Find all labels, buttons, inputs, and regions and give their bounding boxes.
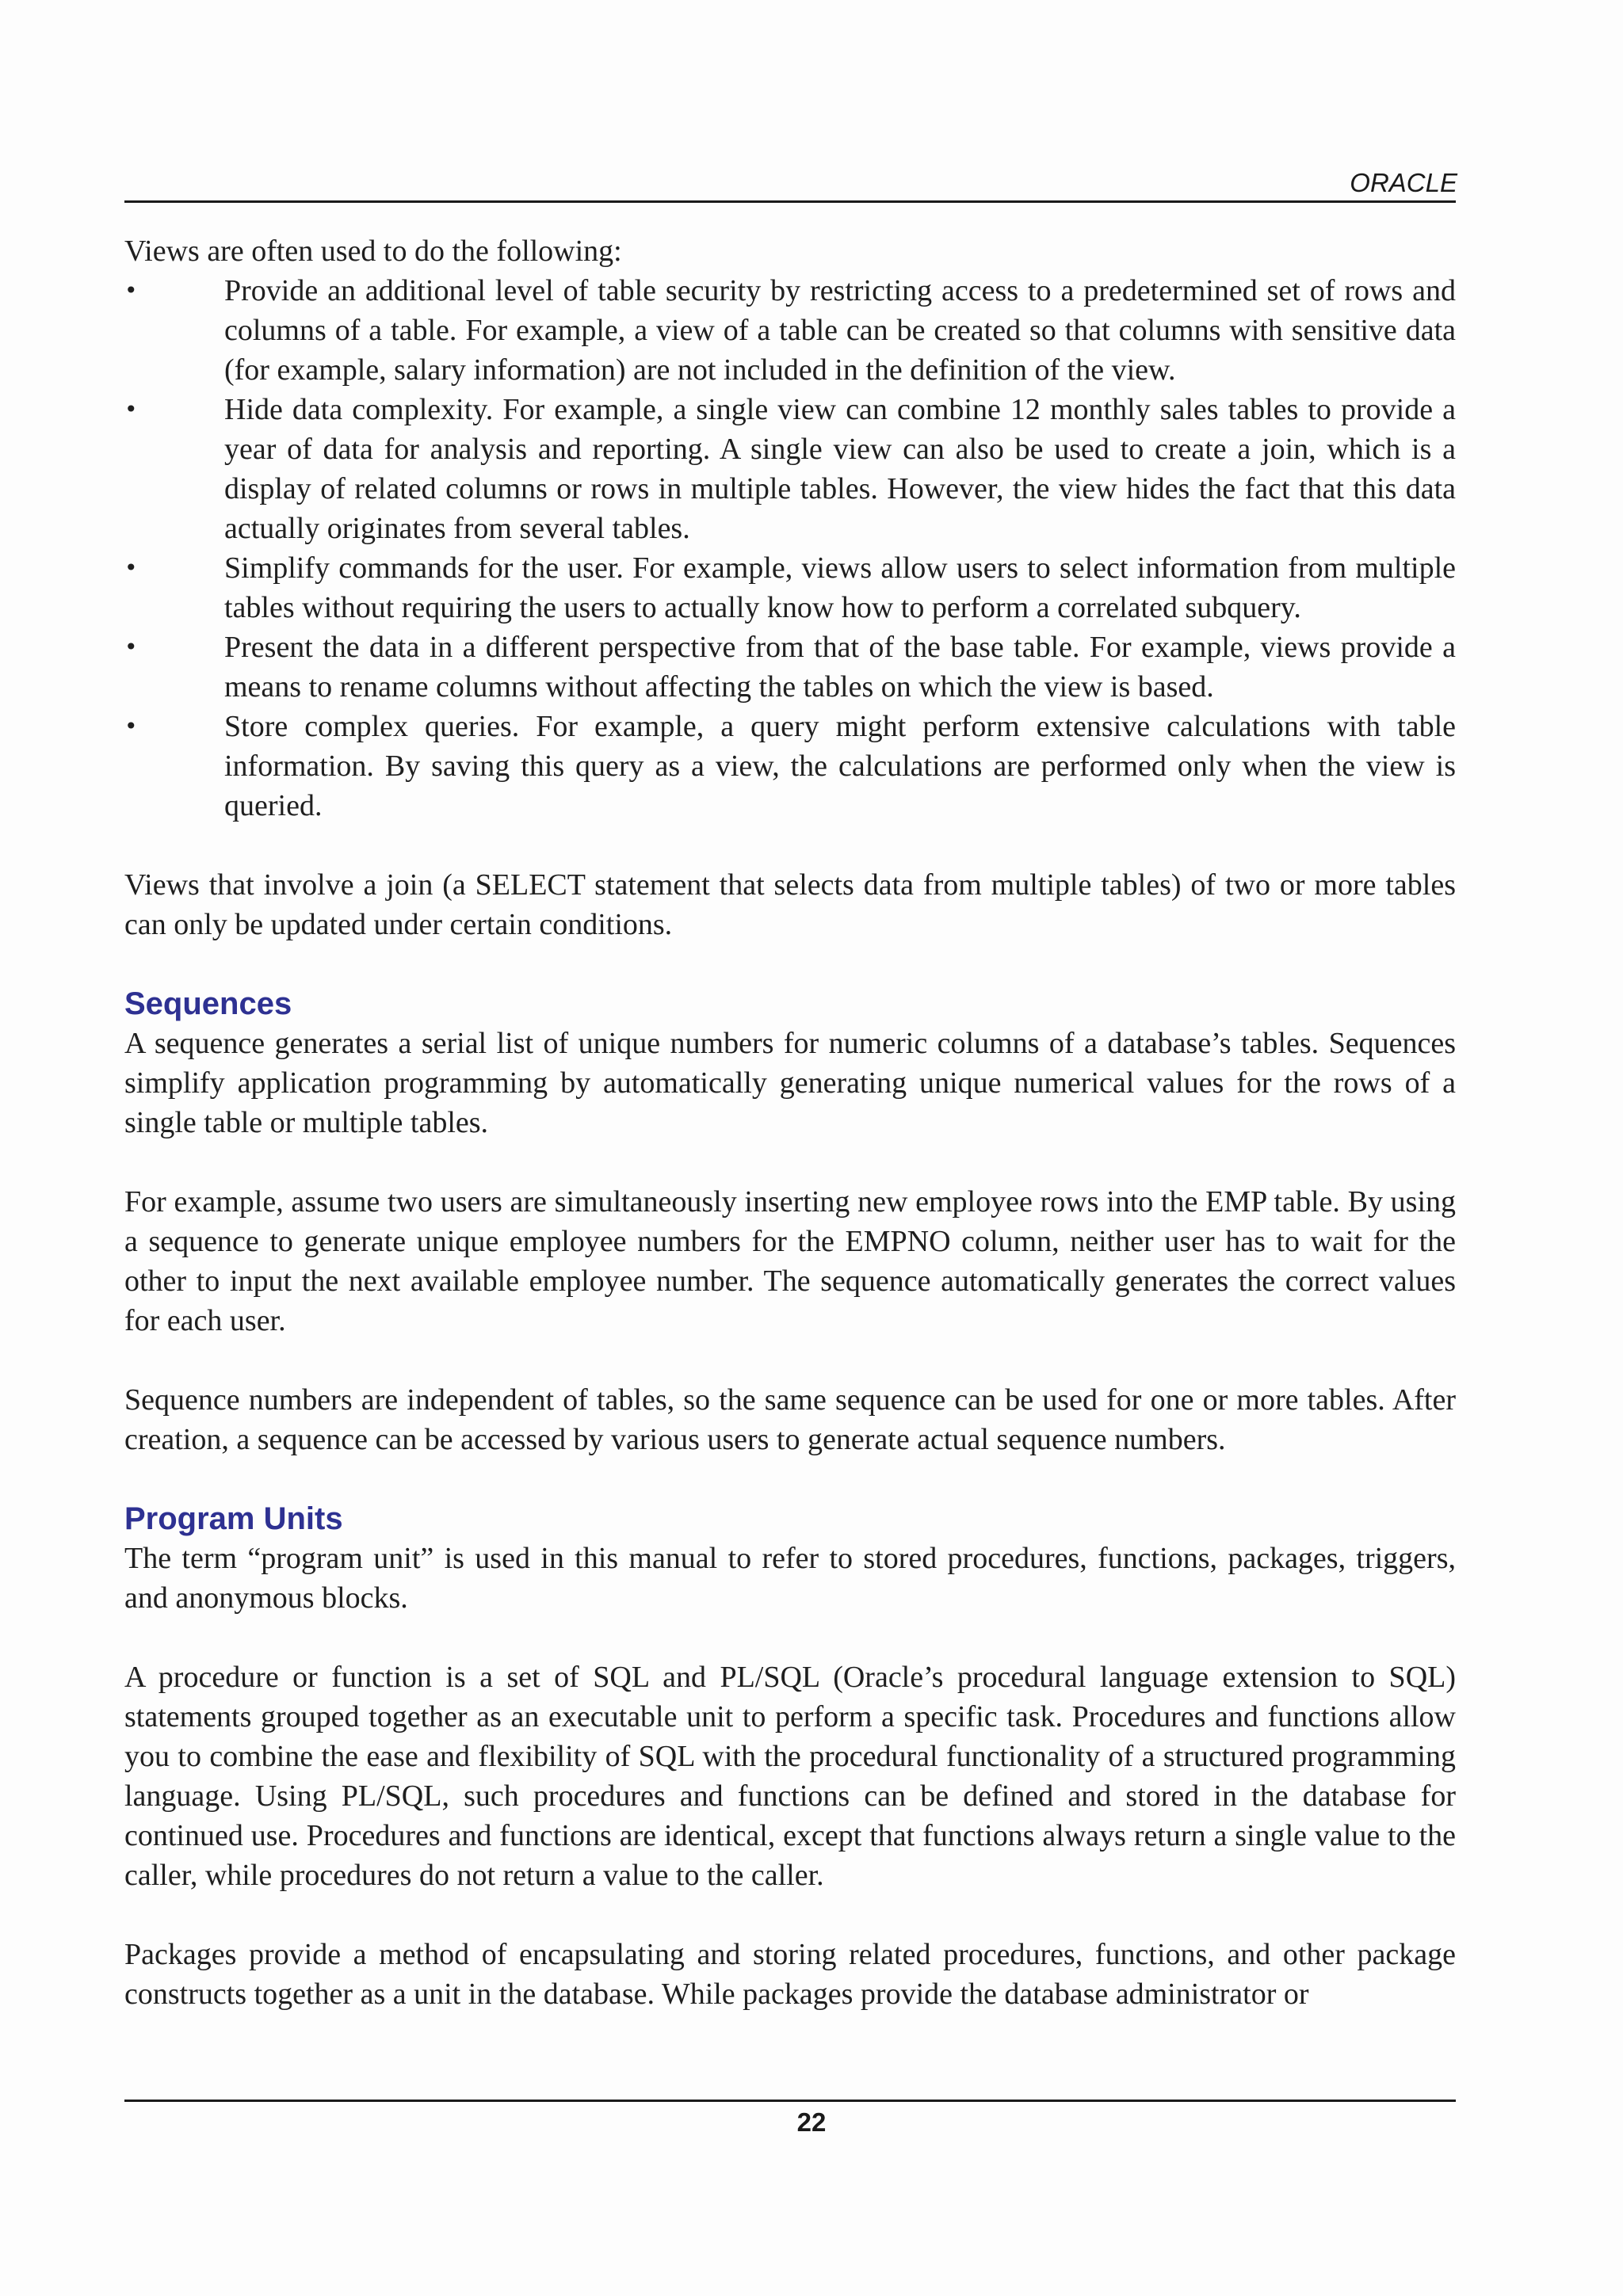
running-header: ORACLE [1350, 168, 1457, 197]
bullet-icon: • [124, 277, 138, 303]
page-number: 22 [796, 2107, 827, 2137]
program-units-paragraph: The term “program unit” is used in this manual to refer to stored procedures, functions, packages, triggers, and anonymous blocks. [124, 1542, 1456, 1615]
bullet-icon: • [124, 713, 138, 739]
list-item: • Hide data complexity. For example, a single view can combine 12 monthly sales tables to provide a year of data for analysis and reporting. A single view can also be used to create a join, which is a display of related columns or rows in multiple tables. However, the view hides the fact that this data actually originates from several tables. [124, 390, 1456, 548]
list-item: • Present the data in a different perspective from that of the base table. For example, views provide a means to rename columns without affecting the tables on which the view is based. [124, 627, 1456, 707]
bullet-icon: • [124, 555, 138, 581]
sequences-paragraph: For example, assume two users are simultaneously inserting new employee rows into the EMP table. By using a sequence to generate unique employee numbers for the EMPNO column, neither user has to wait for the other to input the next available employee number. The sequence automatically generates the correct values for each user. [124, 1185, 1456, 1337]
views-uses-list [124, 271, 1456, 826]
program-units-paragraph: A procedure or function is a set of SQL and PL/SQL (Oracle’s procedural language extension to SQL) statements grouped together as an executable unit to perform a specific task. Procedures and functions allow you to combine the ease and flexibility of SQL with the procedural functionality of a structured programming language. Using PL/SQL, such procedures and functions can be defined and stored in the database for continued use. Procedures and functions are identical, except that functions always return a single value to the caller, while procedures do not return a value to the caller. [124, 1661, 1456, 1892]
header-rule [124, 200, 1456, 203]
footer-rule [124, 2100, 1456, 2102]
page-body [124, 231, 1456, 2014]
bullet-icon: • [124, 634, 138, 660]
sequences-heading: Sequences [124, 986, 292, 1021]
intro-paragraph: Views are often used to do the following: [124, 235, 622, 268]
program-units-heading: Program Units [124, 1501, 343, 1536]
bullet-icon: • [124, 396, 138, 422]
sequences-paragraph: Sequence numbers are independent of tables, so the same sequence can be used for one or more tables. After creation, a sequence can be accessed by various users to generate actual sequence numbers. [124, 1383, 1456, 1456]
list-item: • Store complex queries. For example, a query might perform extensive calculations with table information. By saving this query as a view, the calculations are performed only when the view is queried. [124, 707, 1456, 826]
program-units-paragraph: Packages provide a method of encapsulating and storing related procedures, functions, and other package constructs together as a unit in the database. While packages provide the database administrator or [124, 1938, 1456, 2011]
views-join-paragraph: Views that involve a join (a SELECT statement that selects data from multiple tables) of two or more tables can only be updated under certain conditions. [124, 868, 1456, 941]
list-item: • Simplify commands for the user. For example, views allow users to select information from multiple tables without requiring the users to actually know how to perform a correlated subquery. [124, 548, 1456, 627]
list-item: • Provide an additional level of table security by restricting access to a predetermined set of rows and columns of a table. For example, a view of a table can be created so that columns with sensitive data (for example, salary information) are not included in the definition of the view. [124, 271, 1456, 390]
sequences-paragraph: A sequence generates a serial list of unique numbers for numeric columns of a database’s tables. Sequences simplify application programming by automatically generating unique numerical values for the rows of a single table or multiple tables. [124, 1027, 1456, 1139]
